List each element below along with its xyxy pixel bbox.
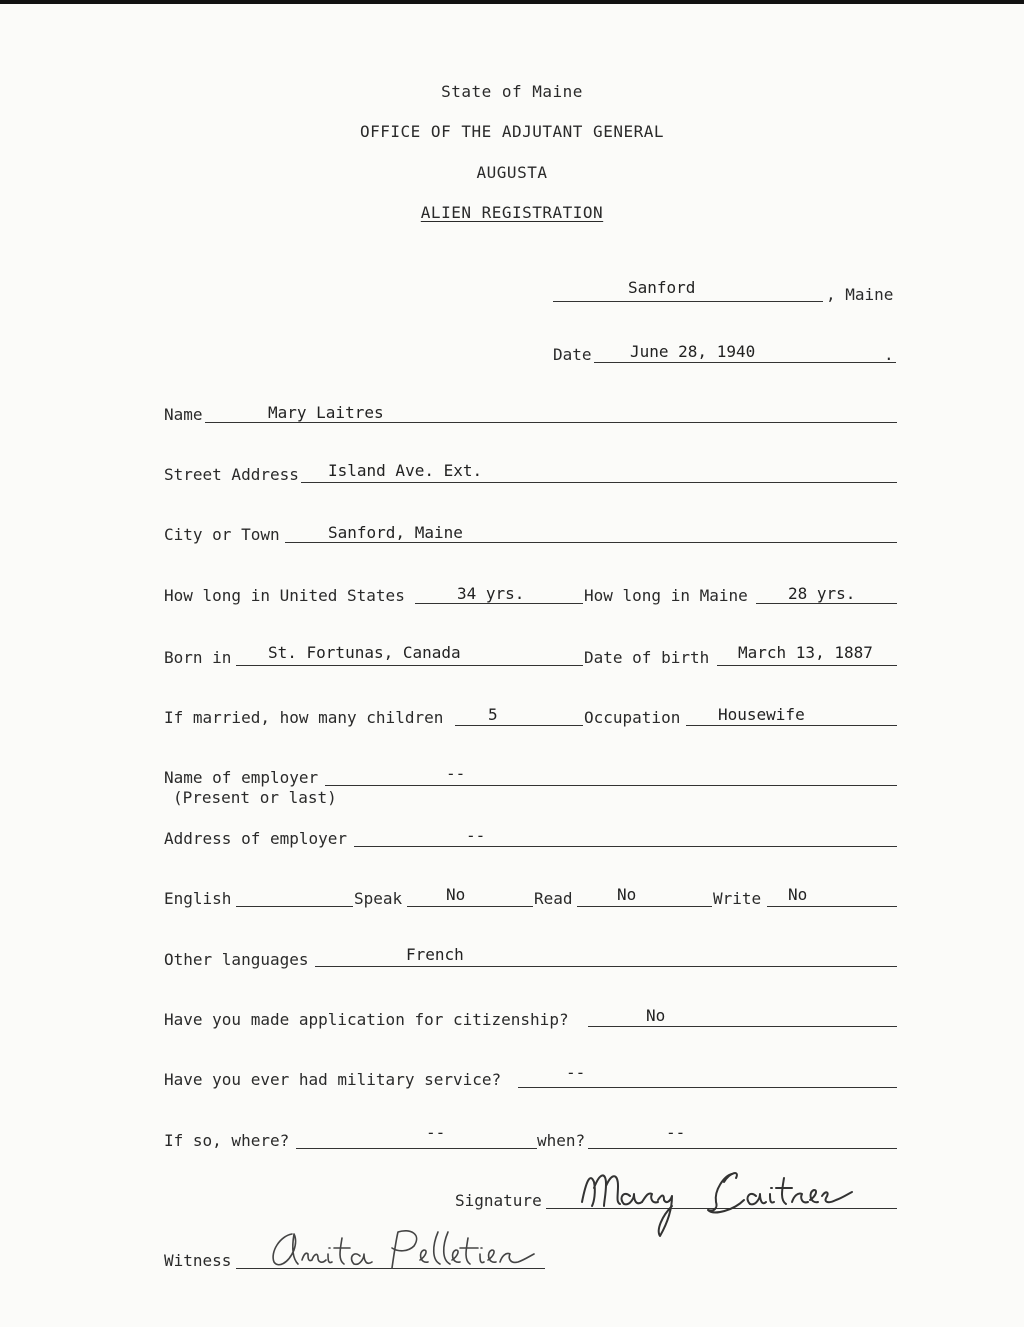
citizenship-line (588, 1026, 897, 1027)
employer-value: -- (446, 764, 466, 783)
name-line (205, 422, 897, 423)
employer-sublabel: (Present or last) (173, 788, 337, 807)
children-line (455, 725, 583, 726)
employer-line (325, 785, 897, 786)
me-length-line (756, 603, 897, 604)
occupation-line (686, 725, 897, 726)
children-value: 5 (488, 705, 498, 724)
other-languages-line (315, 966, 897, 967)
place-suffix: , Maine (826, 285, 894, 304)
street-label: Street Address (164, 465, 299, 484)
read-label: Read (534, 889, 573, 908)
date-end: . (884, 345, 894, 364)
header-city: AUGUSTA (476, 163, 548, 182)
write-label: Write (713, 889, 762, 908)
born-in-value: St. Fortunas, Canada (268, 643, 461, 662)
speak-label: Speak (354, 889, 403, 908)
citizenship-label: Have you made application for citizenship? (164, 1010, 569, 1029)
children-label: If married, how many children (164, 708, 444, 727)
other-languages-value: French (406, 945, 464, 964)
street-line (301, 482, 897, 483)
us-length-value: 34 yrs. (457, 584, 525, 603)
me-length-value: 28 yrs. (788, 584, 856, 603)
city-town-value: Sanford, Maine (328, 523, 463, 542)
when-value: -- (666, 1123, 686, 1142)
header-title: ALIEN REGISTRATION (420, 203, 604, 222)
dob-line (717, 665, 897, 666)
when-line (588, 1148, 897, 1149)
read-line (577, 906, 712, 907)
city-town-label: City or Town (164, 525, 280, 544)
witness-label: Witness (164, 1251, 232, 1270)
speak-value: No (446, 885, 466, 904)
employer-address-line (354, 846, 897, 847)
when-label: when? (537, 1131, 586, 1150)
employer-label: Name of employer (164, 768, 319, 787)
citizenship-value: No (646, 1006, 666, 1025)
where-line (296, 1148, 537, 1149)
us-length-label: How long in United States (164, 586, 405, 605)
date-line (594, 362, 896, 363)
speak-line (407, 906, 533, 907)
city-town-line (285, 542, 897, 543)
us-length-line (415, 603, 583, 604)
military-label: Have you ever had military service? (164, 1070, 502, 1089)
where-value: -- (426, 1123, 446, 1142)
signature-handwriting (574, 1160, 854, 1240)
english-label: English (164, 889, 232, 908)
write-value: No (788, 885, 808, 904)
name-value: Mary Laitres (268, 403, 384, 422)
write-line (767, 906, 897, 907)
employer-address-value: -- (466, 826, 486, 845)
me-length-label: How long in Maine (584, 586, 748, 605)
name-label: Name (164, 405, 203, 424)
military-value: -- (566, 1063, 586, 1082)
witness-handwriting (262, 1220, 542, 1280)
date-label: Date (553, 345, 592, 364)
dob-label: Date of birth (584, 648, 710, 667)
employer-address-label: Address of employer (164, 829, 348, 848)
street-value: Island Ave. Ext. (328, 461, 483, 480)
scan-top-edge (0, 0, 1024, 4)
dob-value: March 13, 1887 (738, 643, 873, 662)
read-value: No (617, 885, 637, 904)
other-languages-label: Other languages (164, 950, 309, 969)
born-in-label: Born in (164, 648, 232, 667)
where-label: If so, where? (164, 1131, 290, 1150)
date-value: June 28, 1940 (630, 342, 756, 361)
born-in-line (236, 665, 583, 666)
occupation-label: Occupation (584, 708, 681, 727)
header-state: State of Maine (441, 82, 583, 101)
place-value: Sanford (628, 278, 696, 297)
occupation-value: Housewife (718, 705, 805, 724)
header-office: OFFICE OF THE ADJUTANT GENERAL (360, 122, 664, 141)
english-line (236, 906, 353, 907)
place-line (553, 301, 823, 302)
signature-label: Signature (455, 1191, 542, 1210)
military-line (518, 1087, 897, 1088)
